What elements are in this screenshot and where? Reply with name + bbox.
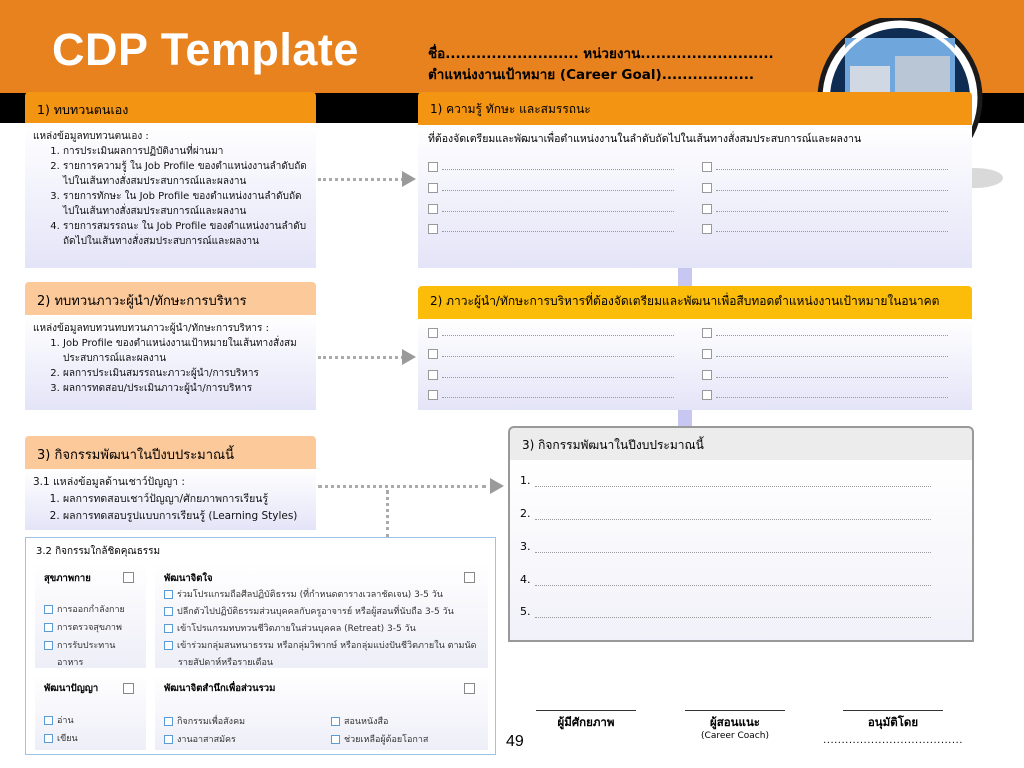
section-1-self-review-box	[25, 123, 316, 268]
knowledge-checkbox-row[interactable]	[428, 183, 674, 193]
checkbox-icon[interactable]	[331, 717, 340, 726]
knowledge-checkbox-row[interactable]	[428, 224, 674, 234]
social-checkbox[interactable]	[464, 679, 475, 698]
social-title: พัฒนาจิตสำนึกเพื่อส่วนรวม	[164, 683, 276, 694]
section-3-activities-tab: 3) กิจกรรมพัฒนาในปีงบประมาณนี้	[25, 436, 316, 469]
checkbox-icon[interactable]	[164, 624, 173, 633]
moral-activities-title: 3.2 กิจกรรมใกล้ชิดคุณธรรม	[36, 546, 161, 557]
knowledge-checkbox-row[interactable]	[702, 162, 948, 172]
section-2-leadership-review-tab: 2) ทบทวนภาวะผู้นำ/ทักษะการบริหาร	[25, 282, 316, 315]
knowledge-checkbox-row[interactable]	[702, 183, 948, 193]
talent-signature-label: ผู้มีศักยภาพ	[557, 715, 615, 729]
mind-title: พัฒนาจิตใจ	[164, 573, 213, 584]
section-2-item: 3. ผลการทดสอบ/ประเมินภาวะผู้นำ/การบริหาร	[63, 381, 308, 396]
checkbox-icon[interactable]	[428, 224, 438, 234]
section-3-intro: 3.1 แหล่งข้อมูลด้านเชาว์ปัญญา :	[33, 476, 185, 488]
section-2-intro: แหล่งข้อมูลทบทวนทบทวนภาวะผู้นำ/ทักษะการบริหาร :	[33, 323, 269, 334]
checkbox-icon[interactable]	[428, 162, 438, 172]
section-1-item: 2. รายการความรู้ ใน Job Profile ของตำแหน่งงานลำดับถัดไปในเส้นทางสั่งสมประสบการณ์และผลงาน	[63, 159, 308, 189]
name-department-line[interactable]: ชื่อ.......................... หน่วยงาน..........................	[428, 46, 774, 62]
section-2-leadership-review-box	[25, 315, 316, 410]
mind-checkbox[interactable]	[464, 568, 475, 587]
checkbox-icon[interactable]	[164, 641, 173, 650]
leadership-checkbox-row[interactable]	[702, 328, 948, 338]
arrow-right-icon	[490, 478, 504, 494]
checkbox-icon[interactable]	[428, 370, 438, 380]
leadership-checkbox-row[interactable]	[428, 370, 674, 380]
mind-item[interactable]: ปลีกตัวไปปฏิบัติธรรมส่วนบุคคลกับครูอาจารย์ หรือผู้สอนที่นับถือ 3-5 วัน	[164, 604, 454, 618]
section-1-item: 4. รายการสมรรถนะ ใน Job Profile ของตำแหน่งงานลำดับถัดไปในเส้นทางสั่งสมประสบการณ์และผลงาน	[63, 219, 308, 249]
activity-number: 2.	[520, 507, 531, 520]
activity-number: 1.	[520, 474, 531, 487]
checkbox-icon[interactable]	[702, 390, 712, 400]
health-item-continued: อาหาร	[57, 658, 84, 668]
health-checkbox[interactable]	[123, 568, 134, 587]
checkbox-icon[interactable]	[702, 328, 712, 338]
section-1-item: 1. การประเมินผลการปฏิบัติงานที่ผ่านมา	[63, 144, 308, 159]
knowledge-checkbox-row[interactable]	[428, 204, 674, 214]
wisdom-item[interactable]: เขียน	[44, 731, 78, 745]
checkbox-icon[interactable]	[44, 716, 53, 725]
wisdom-item[interactable]: อ่าน	[44, 713, 74, 727]
approver-signature-line[interactable]	[843, 710, 943, 711]
checkbox-icon[interactable]	[331, 735, 340, 744]
connector-bar-1-2	[678, 268, 692, 286]
checkbox-icon[interactable]	[428, 183, 438, 193]
arrow-line-3	[318, 485, 486, 488]
checkbox-icon[interactable]	[702, 224, 712, 234]
section-2-item: 2. ผลการประเมินสมรรถนะภาวะผู้นำ/การบริหาร	[63, 366, 308, 381]
health-item[interactable]: การตรวจสุขภาพ	[44, 620, 122, 634]
checkbox-icon[interactable]	[702, 162, 712, 172]
right-3-activities-tab: 3) กิจกรรมพัฒนาในปีงบประมาณนี้	[508, 426, 974, 460]
checkbox-icon[interactable]	[44, 734, 53, 743]
social-item[interactable]: งานอาสาสมัคร	[164, 732, 236, 746]
arrow-line-1	[318, 178, 404, 181]
approver-name-line[interactable]: ......................................	[823, 735, 963, 746]
leadership-checkbox-row[interactable]	[428, 328, 674, 338]
mind-item[interactable]: ร่วมโปรแกรมถือศีลปฏิบัติธรรม (ที่กำหนดตารางเวลาชัดเจน) 3-5 วัน	[164, 587, 443, 601]
leadership-checkbox-row[interactable]	[702, 370, 948, 380]
mind-item[interactable]: เข้าโปรแกรมทบทวนชีวิตภายในส่วนบุคคล (Retreat) 3-5 วัน	[164, 621, 416, 635]
activity-line-3[interactable]	[520, 540, 931, 553]
section-3-item: 1. ผลการทดสอบเชาว์ปัญญา/ศักยภาพการเรียนรู้	[63, 491, 308, 508]
arrow-line-2	[318, 356, 404, 359]
approver-signature-label: อนุมัติโดย	[867, 715, 919, 729]
right-2-leadership-tab: 2) ภาวะผู้นำ/ทักษะการบริหารที่ต้องจัดเตรียมและพัฒนาเพื่อสืบทอดตำแหน่งงานเป้าหมายในอนาคต	[418, 286, 972, 319]
section-3-item: 2. ผลการทดสอบรูปแบบการเรียนรู้ (Learning Styles)	[63, 508, 308, 525]
health-item[interactable]: การรับประทาน	[44, 638, 115, 652]
career-goal-line[interactable]: ตำแหน่งงานเป้าหมาย (Career Goal)..................	[428, 67, 755, 83]
mind-item-continued: รายสัปดาห์หรือรายเดือน	[178, 658, 274, 668]
coach-signature-label: ผู้สอนแนะ	[710, 715, 760, 729]
page-title: CDP Template	[52, 24, 359, 75]
activity-number: 4.	[520, 573, 531, 586]
leadership-checkbox-row[interactable]	[428, 390, 674, 400]
section-3-intelligence-box	[25, 469, 316, 530]
checkbox-icon[interactable]	[164, 590, 173, 599]
knowledge-checkbox-row[interactable]	[702, 224, 948, 234]
social-item[interactable]: ช่วยเหลือผู้ด้อยโอกาส	[331, 732, 428, 746]
social-item[interactable]: กิจกรรมเพื่อสังคม	[164, 714, 245, 728]
section-1-self-review-tab: 1) ทบทวนตนเอง	[25, 92, 316, 123]
arrow-right-icon	[402, 171, 416, 187]
checkbox-icon[interactable]	[428, 204, 438, 214]
checkbox-icon[interactable]	[702, 349, 712, 359]
activity-line-1[interactable]	[520, 474, 931, 487]
activity-number: 3.	[520, 540, 531, 553]
connector-bar-2-3	[678, 410, 692, 426]
leadership-checkbox-row[interactable]	[428, 349, 674, 359]
talent-signature-line[interactable]	[536, 710, 636, 711]
coach-signature-sublabel: (Career Coach)	[701, 731, 769, 741]
checkbox-icon[interactable]	[428, 390, 438, 400]
checkbox-icon[interactable]	[702, 204, 712, 214]
social-item[interactable]: สอนหนังสือ	[331, 714, 388, 728]
activity-line-2[interactable]	[520, 507, 931, 520]
activity-number: 5.	[520, 605, 531, 618]
section-1-intro: แหล่งข้อมูลทบทวนตนเอง :	[33, 131, 149, 142]
checkbox-icon[interactable]	[428, 349, 438, 359]
coach-signature-line[interactable]	[685, 710, 785, 711]
wisdom-checkbox[interactable]	[123, 679, 134, 698]
checkbox-icon[interactable]	[44, 605, 53, 614]
wisdom-title: พัฒนาปัญญา	[44, 683, 99, 694]
checkbox-icon[interactable]	[164, 717, 173, 726]
checkbox-icon[interactable]	[44, 641, 53, 650]
health-item[interactable]: การออกกำลังกาย	[44, 602, 125, 616]
vertical-connector-line	[386, 490, 389, 538]
checkbox-icon[interactable]	[428, 328, 438, 338]
activity-line-4[interactable]	[520, 573, 931, 586]
knowledge-checkbox-row[interactable]	[428, 162, 674, 172]
page-number: 49	[506, 733, 524, 750]
right-1-description: ที่ต้องจัดเตรียมและพัฒนาเพื่อตำแหน่งงานในลำดับถัดไปในเส้นทางสั่งสมประสบการณ์และผลงาน	[428, 133, 862, 145]
leadership-checkbox-row[interactable]	[702, 390, 948, 400]
arrow-right-icon	[402, 349, 416, 365]
checkbox-icon[interactable]	[164, 735, 173, 744]
health-title: สุขภาพกาย	[44, 573, 91, 584]
checkbox-icon[interactable]	[702, 183, 712, 193]
section-1-item: 3. รายการทักษะ ใน Job Profile ของตำแหน่งงานลำดับถัดไปในเส้นทางสั่งสมประสบการณ์และผลงาน	[63, 189, 308, 219]
knowledge-checkbox-row[interactable]	[702, 204, 948, 214]
leadership-checkbox-row[interactable]	[702, 349, 948, 359]
checkbox-icon[interactable]	[702, 370, 712, 380]
checkbox-icon[interactable]	[164, 607, 173, 616]
right-1-knowledge-skill-tab: 1) ความรู้ ทักษะ และสมรรถนะ	[418, 92, 972, 125]
section-2-item: 1. Job Profile ของตำแหน่งงานเป้าหมายในเส้นทางสั่งสมประสบการณ์และผลงาน	[63, 336, 308, 366]
mind-item[interactable]: เข้าร่วมกลุ่มสนทนาธรรม หรือกลุ่มวิพากษ์ หรือกลุ่มแบ่งปันชีวิตภายใน ตามนัด	[164, 638, 476, 652]
activity-line-5[interactable]	[520, 605, 931, 618]
checkbox-icon[interactable]	[44, 623, 53, 632]
